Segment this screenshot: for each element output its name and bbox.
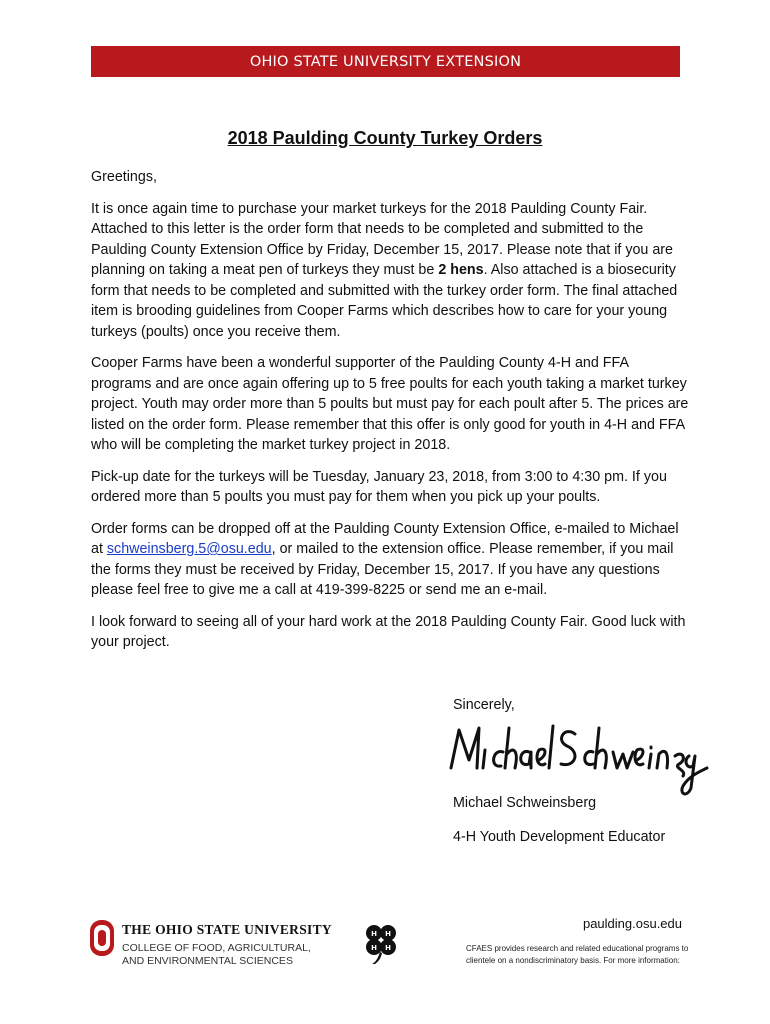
email-link[interactable]: schweinsberg.5@osu.edu [106, 541, 272, 557]
footer-right [466, 916, 689, 967]
signer-role: 4-H Youth Development Educator [453, 829, 666, 845]
website-url[interactable]: paulding.osu.edu [582, 916, 682, 931]
university-name: THE OHIO STATE UNIVERSITY [122, 922, 332, 937]
extension-banner [91, 46, 680, 77]
nondiscrimination-note: CFAES provides research and related educational programs to clientele on a nondiscriminatory basis. For more information: [466, 944, 689, 965]
svg-text:H: H [385, 944, 391, 952]
bold-hens: 2 hens [438, 262, 484, 278]
banner-text: OHIO STATE UNIVERSITY EXTENSION [249, 53, 522, 70]
paragraph-pickup: Pick-up date for the turkeys will be Tuesday, January 23, 2018, from 3:00 to 4:30 pm. If you ordered more than 5 poults you must pay for them when you pick up your poults. [91, 468, 667, 505]
svg-text:H: H [371, 930, 377, 938]
letter-body [91, 167, 691, 664]
handwritten-signature [443, 716, 713, 806]
paragraph-cooper-farms: Cooper Farms have been a wonderful supporter of the Paulding County 4-H and FFA programs and are once again offering up to 5 free poults for each youth taking a market turkey project. Youth may order more than 5 poults but must pay for each poult after 5. The prices are listed on the order form. Please remember that this offer is only good for youth in 4-H and FFA who will be completing the market turkey project in 2018. [91, 355, 689, 453]
four-h-clover-icon [362, 922, 400, 964]
paragraph-submission: Order forms can be dropped off at the Paulding County Extension Office, e-mailed to Michael at schweinsberg.5@osu.edu, or mailed to the extension office. Please remember, if you mail the forms they must be received by Friday, December 15, 2017. If you have any questions please feel free to give me a call at 419-399-8225 or send me an e-mail. [91, 520, 679, 598]
svg-text:H: H [371, 944, 377, 952]
paragraph-order-form: It is once again time to purchase your market turkeys for the 2018 Paulding County Fair. Attached to this letter is the order form that needs to be completed and submitted to the Paulding County Extension Office by Friday, December 15, 2017. Please note that if you are planning on taking a meat pen of turkeys they must be 2 hens. Also attached is a biosecurity form that needs to be completed and submitted with the turkey order form. The final attached item is brooding guidelines from Cooper Farms which describes how to care for your young turkeys (poults) once you receive them. [91, 200, 678, 340]
svg-text:H: H [385, 930, 391, 938]
page-title: 2018 Paulding County Turkey Orders [227, 128, 543, 148]
greeting: Greetings, [91, 169, 157, 185]
college-name: COLLEGE OF FOOD, AGRICULTURAL, AND ENVIRONMENTAL SCIENCES [122, 942, 311, 967]
paragraph-closing: I look forward to seeing all of your hard work at the 2018 Paulding County Fair. Good luck with your project. [91, 613, 686, 650]
osu-cfaes-logo [90, 918, 330, 978]
signer-name: Michael Schweinsberg [453, 795, 597, 811]
osu-block-o-icon [90, 920, 114, 956]
closing: Sincerely, [453, 697, 515, 713]
